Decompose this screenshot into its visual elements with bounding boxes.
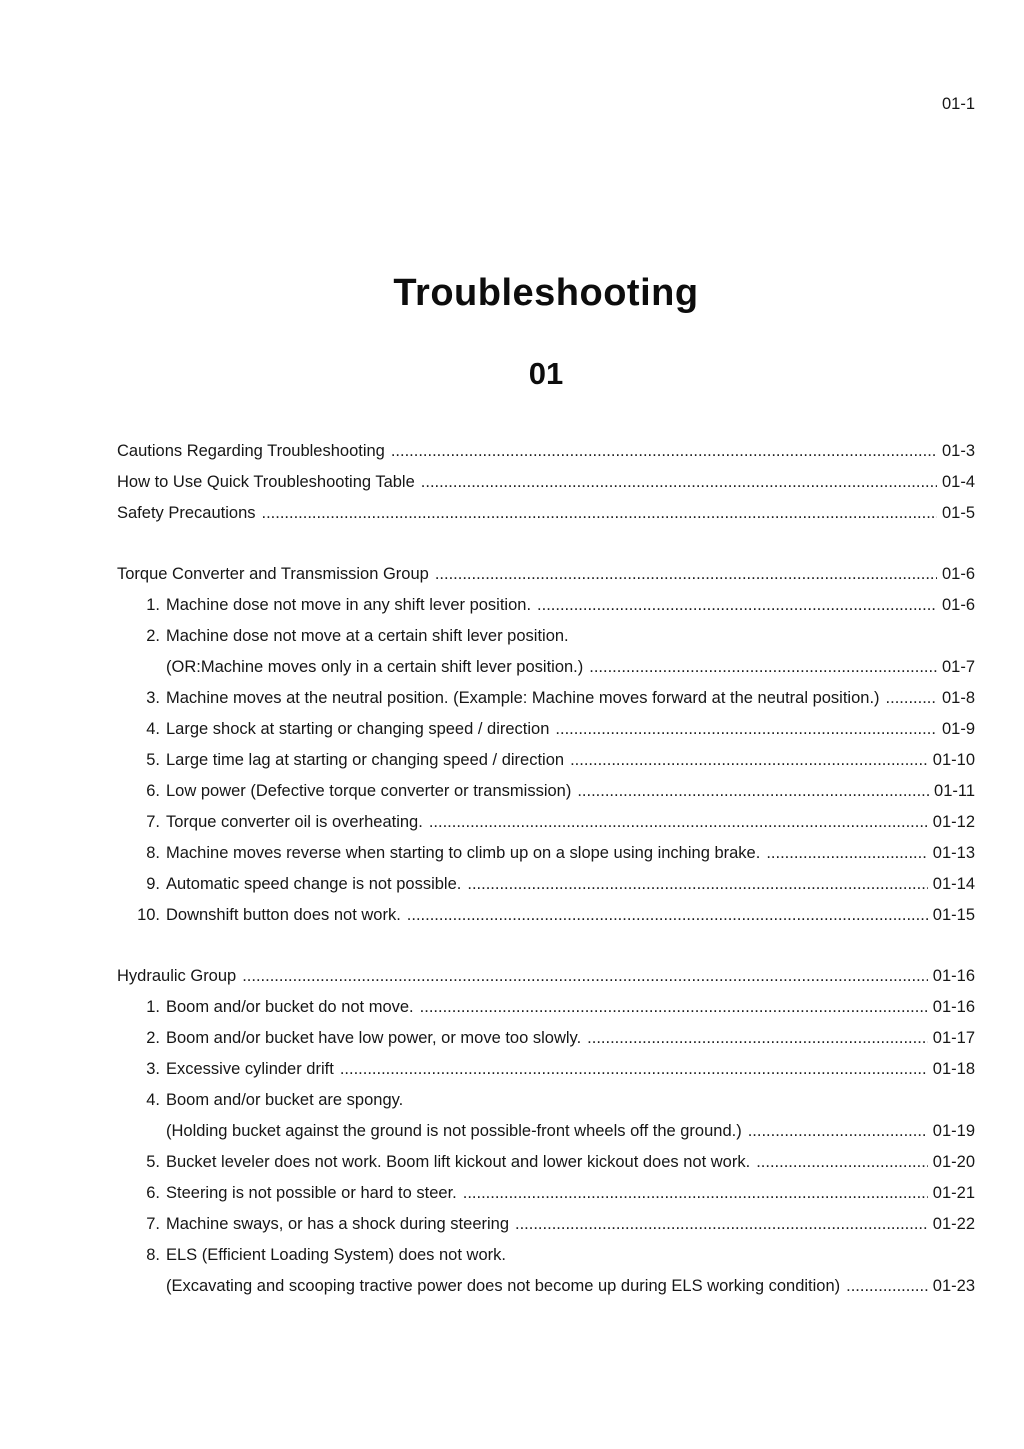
toc-entry bbox=[117, 869, 975, 900]
toc-entry-number: 8. bbox=[146, 1246, 160, 1264]
toc-entry-page: 01-21 bbox=[932, 1184, 975, 1202]
toc-entry bbox=[117, 652, 975, 683]
toc-entry-number: 3. bbox=[146, 1060, 160, 1078]
toc-entry bbox=[117, 838, 975, 869]
toc-entry bbox=[117, 1085, 975, 1116]
toc-entry-label: Cautions Regarding Troubleshooting bbox=[117, 442, 385, 460]
toc-entry-page: 01-3 bbox=[941, 442, 975, 460]
toc-entry bbox=[117, 992, 975, 1023]
toc-entry bbox=[117, 1054, 975, 1085]
toc-entry-label: Machine sways, or has a shock during steering bbox=[166, 1215, 510, 1233]
toc-dot-leader bbox=[340, 1054, 928, 1085]
toc-entry bbox=[117, 498, 975, 529]
toc-dot-leader bbox=[577, 776, 929, 807]
toc-dot-leader bbox=[748, 1116, 928, 1147]
toc-entry-label: How to Use Quick Troubleshooting Table bbox=[117, 473, 415, 491]
toc-entry-number: 10. bbox=[137, 906, 160, 924]
toc-entry-page: 01-20 bbox=[932, 1153, 975, 1171]
toc-entry-page: 01-22 bbox=[932, 1215, 975, 1233]
toc-entry-label: Machine moves reverse when starting to climb up on a slope using inching brake. bbox=[166, 844, 761, 862]
toc-entry bbox=[117, 776, 975, 807]
toc-entry-number: 8. bbox=[146, 844, 160, 862]
toc-entry-page: 01-16 bbox=[932, 967, 975, 985]
toc-dot-leader bbox=[570, 745, 928, 776]
toc-entry-page: 01-6 bbox=[941, 596, 975, 614]
toc-entry-page: 01-19 bbox=[932, 1122, 975, 1140]
toc-dot-leader bbox=[407, 900, 928, 931]
toc-entry-number: 1. bbox=[146, 596, 160, 614]
toc-entry-page: 01-4 bbox=[941, 473, 975, 491]
toc-entry-page: 01-5 bbox=[941, 504, 975, 522]
toc-entry-label: Large shock at starting or changing speed / direction bbox=[166, 720, 550, 738]
page-number: 01-1 bbox=[941, 95, 975, 113]
toc-entry-number: 7. bbox=[146, 813, 160, 831]
toc-entry bbox=[117, 1209, 975, 1240]
toc-entry-page: 01-7 bbox=[941, 658, 975, 676]
toc-entry bbox=[117, 683, 975, 714]
toc-dot-leader bbox=[756, 1147, 928, 1178]
toc-dot-leader bbox=[421, 467, 937, 498]
toc-entry-number: 5. bbox=[146, 1153, 160, 1171]
toc-entry-number: 6. bbox=[146, 1184, 160, 1202]
toc-entry-label: Machine dose not move in any shift lever position. bbox=[166, 596, 532, 614]
toc-entry-page: 01-12 bbox=[932, 813, 975, 831]
toc-entry-page: 01-17 bbox=[932, 1029, 975, 1047]
toc-entry-label: Boom and/or bucket are spongy. bbox=[166, 1091, 404, 1109]
toc-dot-leader bbox=[515, 1209, 928, 1240]
toc-entry-label: (Excavating and scooping tractive power does not become up during ELS working condition) bbox=[166, 1277, 841, 1295]
toc-entry-page: 01-23 bbox=[932, 1277, 975, 1295]
toc-entry-label: Hydraulic Group bbox=[117, 967, 237, 985]
toc-entry-page: 01-18 bbox=[932, 1060, 975, 1078]
toc-entry-page: 01-14 bbox=[932, 875, 975, 893]
toc-dot-leader bbox=[886, 683, 937, 714]
toc-dot-leader bbox=[391, 436, 937, 467]
toc-entry-page: 01-9 bbox=[941, 720, 975, 738]
toc-entry-number: 4. bbox=[146, 720, 160, 738]
toc-section bbox=[117, 559, 975, 931]
toc-entry-page: 01-8 bbox=[941, 689, 975, 707]
toc-entry bbox=[117, 436, 975, 467]
table-of-contents bbox=[0, 436, 1024, 1302]
toc-entry-label: Steering is not possible or hard to steer. bbox=[166, 1184, 457, 1202]
toc-entry-page: 01-10 bbox=[932, 751, 975, 769]
toc-entry-page: 01-6 bbox=[941, 565, 975, 583]
toc-entry-number: 6. bbox=[146, 782, 160, 800]
toc-entry bbox=[117, 559, 975, 590]
toc-section bbox=[117, 961, 975, 1302]
toc-entry-page: 01-11 bbox=[934, 782, 975, 800]
toc-dot-leader bbox=[589, 652, 937, 683]
document-title: Troubleshooting bbox=[393, 272, 699, 314]
toc-entry-number: 5. bbox=[146, 751, 160, 769]
toc-entry bbox=[117, 900, 975, 931]
toc-entry bbox=[117, 467, 975, 498]
toc-entry bbox=[117, 1178, 975, 1209]
toc-dot-leader bbox=[420, 992, 928, 1023]
toc-entry-label: Boom and/or bucket have low power, or move too slowly. bbox=[166, 1029, 582, 1047]
toc-dot-leader bbox=[463, 1178, 928, 1209]
toc-entry bbox=[117, 621, 975, 652]
toc-dot-leader bbox=[766, 838, 927, 869]
toc-dot-leader bbox=[242, 961, 928, 992]
toc-entry-label: Torque Converter and Transmission Group bbox=[117, 565, 429, 583]
toc-entry-number: 4. bbox=[146, 1091, 160, 1109]
toc-entry-label: Bucket leveler does not work. Boom lift kickout and lower kickout does not work. bbox=[166, 1153, 751, 1171]
toc-entry-label: Torque converter oil is overheating. bbox=[166, 813, 423, 831]
toc-entry-label: Downshift button does not work. bbox=[166, 906, 401, 924]
toc-entry-label: Safety Precautions bbox=[117, 504, 256, 522]
toc-entry-page: 01-16 bbox=[932, 998, 975, 1016]
toc-entry-label: (Holding bucket against the ground is not possible-front wheels off the ground.) bbox=[166, 1122, 742, 1140]
toc-entry-label: Excessive cylinder drift bbox=[166, 1060, 334, 1078]
toc-entry-label: Boom and/or bucket do not move. bbox=[166, 998, 414, 1016]
toc-dot-leader bbox=[435, 559, 937, 590]
chapter-number: 01 bbox=[528, 356, 564, 391]
toc-entry bbox=[117, 1147, 975, 1178]
toc-entry-number: 9. bbox=[146, 875, 160, 893]
toc-dot-leader bbox=[537, 590, 937, 621]
toc-section bbox=[117, 436, 975, 529]
toc-entry-number: 3. bbox=[146, 689, 160, 707]
toc-entry-page: 01-15 bbox=[932, 906, 975, 924]
toc-entry-number: 7. bbox=[146, 1215, 160, 1233]
toc-entry-number: 2. bbox=[146, 627, 160, 645]
toc-entry bbox=[117, 1240, 975, 1271]
toc-entry-label: (OR:Machine moves only in a certain shift lever position.) bbox=[166, 658, 584, 676]
toc-entry bbox=[117, 1023, 975, 1054]
toc-entry-label: Low power (Defective torque converter or transmission) bbox=[166, 782, 572, 800]
toc-entry-label: Machine dose not move at a certain shift lever position. bbox=[166, 627, 569, 645]
toc-entry bbox=[117, 807, 975, 838]
toc-entry-page: 01-13 bbox=[932, 844, 975, 862]
toc-dot-leader bbox=[846, 1271, 928, 1302]
toc-entry-label: Large time lag at starting or changing speed / direction bbox=[166, 751, 565, 769]
toc-entry-label: Automatic speed change is not possible. bbox=[166, 875, 462, 893]
toc-dot-leader bbox=[467, 869, 927, 900]
toc-dot-leader bbox=[262, 498, 937, 529]
toc-entry bbox=[117, 1116, 975, 1147]
toc-entry bbox=[117, 961, 975, 992]
toc-dot-leader bbox=[587, 1023, 928, 1054]
toc-entry-number: 2. bbox=[146, 1029, 160, 1047]
toc-entry bbox=[117, 590, 975, 621]
toc-entry-number: 1. bbox=[146, 998, 160, 1016]
toc-entry bbox=[117, 1271, 975, 1302]
toc-entry-label: Machine moves at the neutral position. (Example: Machine moves forward at the neutral position.) bbox=[166, 689, 880, 707]
toc-entry bbox=[117, 714, 975, 745]
toc-dot-leader bbox=[429, 807, 928, 838]
toc-entry bbox=[117, 745, 975, 776]
toc-dot-leader bbox=[555, 714, 937, 745]
toc-entry-label: ELS (Efficient Loading System) does not work. bbox=[166, 1246, 506, 1264]
